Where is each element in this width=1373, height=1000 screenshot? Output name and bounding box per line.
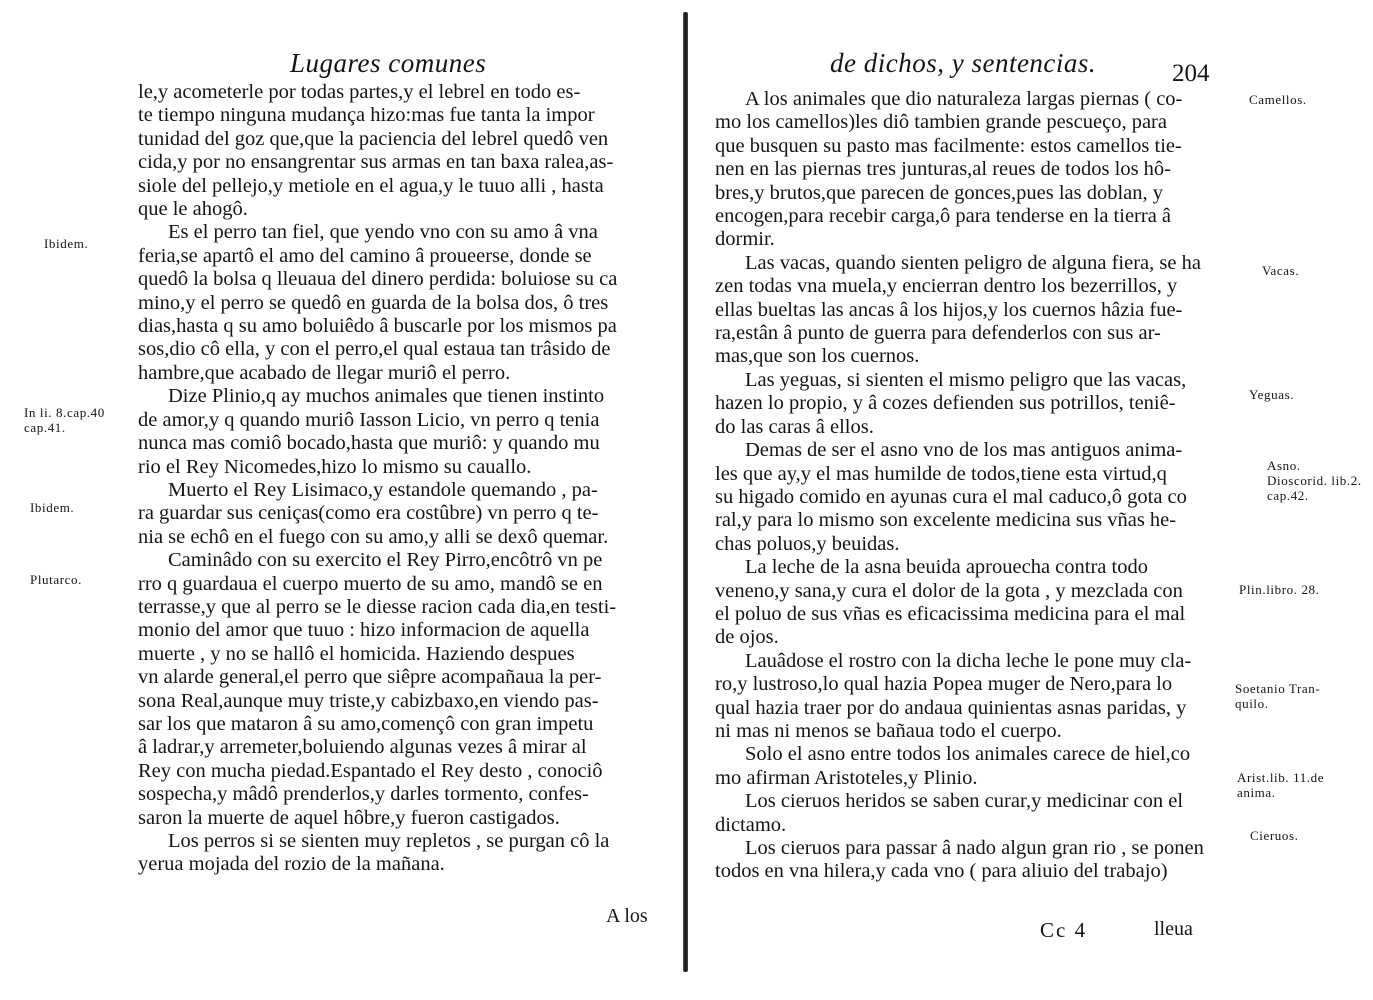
marginal-note-line: cap.41. bbox=[24, 420, 66, 435]
marginal-note-line: Cieruos. bbox=[1250, 828, 1299, 843]
marginal-note-line: Vacas. bbox=[1262, 263, 1300, 278]
marginal-note-line: Soetanio Tran- bbox=[1235, 681, 1321, 696]
right-page-text bbox=[715, 88, 1220, 884]
marginal-note bbox=[1249, 387, 1294, 402]
text-line: cida,y por no ensangrentar sus armas en tan baxa ralea,as- bbox=[138, 151, 614, 174]
text-line: que busquen su pasto mas facilmente: estos camellos tie- bbox=[715, 134, 1182, 157]
text-line: que le ahogô. bbox=[138, 198, 248, 221]
paragraph bbox=[138, 479, 658, 549]
book-gutter bbox=[683, 12, 688, 972]
text-line: el poluo de sus vñas es eficacissima medicina para el mal bbox=[715, 602, 1186, 625]
text-line: su higado comido en ayunas cura el mal caduco,ô gota co bbox=[715, 485, 1187, 508]
marginal-note bbox=[1262, 263, 1299, 278]
folio-number: 204 bbox=[1172, 60, 1210, 87]
text-line: Los cieruos heridos se saben curar,y medicinar con el bbox=[745, 790, 1184, 813]
left-page-text bbox=[138, 81, 658, 877]
paragraph bbox=[715, 790, 1220, 837]
marginal-note bbox=[30, 500, 74, 515]
text-line: Es el perro tan fiel, que yendo vno con su amo â vna bbox=[168, 221, 598, 244]
text-line: nia se echô en el fuego con su amo,y alli se dexô quemar. bbox=[138, 525, 609, 548]
text-line: feria,se apartô el amo del camino â proueerse, donde se bbox=[138, 244, 592, 267]
text-line: Solo el asno entre todos los animales carece de hiel,co bbox=[745, 743, 1191, 766]
catchword-right: lleua bbox=[1154, 918, 1193, 940]
text-line: Las vacas, quando sienten peligro de alguna fiera, se ha bbox=[745, 251, 1201, 274]
text-line: ra,estân â punto de guerra para defenderlos con sus ar- bbox=[715, 322, 1161, 345]
text-line: saron la muerte de aquel hôbre,y fueron castigados. bbox=[138, 806, 560, 829]
marginal-note-line: Camellos. bbox=[1249, 92, 1307, 107]
text-line: ellas bueltas las ancas â los hijos,y los cuernos hâzia fue- bbox=[715, 298, 1183, 321]
text-line: todos en vna hilera,y cada vno ( para aliuio del trabajo) bbox=[715, 860, 1168, 883]
text-line: muerte , y no se hallô el homicida. Haziendo despues bbox=[138, 642, 575, 665]
marginal-note-line: Ibidem. bbox=[44, 236, 89, 251]
text-line: yerua mojada del rozio de la mañana. bbox=[138, 853, 445, 876]
running-header-right: de dichos, y sentencias. bbox=[830, 48, 1097, 78]
marginal-note-line: Arist.lib. 11.de bbox=[1237, 770, 1325, 785]
text-line: quedô la bolsa q lleuaua del dinero perdida: boluiose su ca bbox=[138, 268, 618, 291]
text-line: ro,y lustroso,lo qual hazia Popea muger de Nero,para lo bbox=[715, 673, 1173, 696]
text-line: siole del pellejo,y metiole en el agua,y le tuuo alli , hasta bbox=[138, 174, 604, 197]
text-line: dictamo. bbox=[715, 813, 787, 836]
paragraph bbox=[138, 81, 658, 221]
text-line: chas poluos,y beuidas. bbox=[715, 532, 900, 555]
paragraph bbox=[138, 221, 658, 385]
text-line: Las yeguas, si sienten el mismo peligro que las vacas, bbox=[745, 368, 1187, 391]
text-line: sos,dio cô ella, y con el perro,el qual estaua tan trâsido de bbox=[138, 338, 611, 361]
marginal-note bbox=[1250, 828, 1299, 843]
paragraph bbox=[715, 556, 1220, 650]
marginal-note-line: Dioscorid. lib.2. bbox=[1267, 473, 1362, 488]
text-line: qual hazia traer por do andaua quinientas asnas paridas, y bbox=[715, 696, 1187, 719]
paragraph bbox=[715, 837, 1220, 884]
text-line: terrasse,y que al perro se le diesse racion cada dia,en testi- bbox=[138, 595, 617, 618]
marginal-note bbox=[24, 405, 105, 435]
marginal-note bbox=[1237, 770, 1324, 800]
paragraph bbox=[715, 743, 1220, 790]
text-line: te tiempo ninguna mudança hizo:mas fue tanta la impor bbox=[138, 104, 595, 127]
text-line: sona Real,aunque muy triste,y cabizbaxo,en viendo pas- bbox=[138, 689, 599, 712]
text-line: encogen,para recebir carga,ô para tenderse en la tierra â bbox=[715, 205, 1172, 228]
text-line: nunca mas comiô bocado,hasta que muriô: y quando mu bbox=[138, 432, 600, 455]
text-line: mo afirman Aristoteles,y Plinio. bbox=[715, 766, 978, 789]
marginal-note-line: In li. 8.cap.40 bbox=[24, 405, 105, 420]
text-line: Muerto el Rey Lisimaco,y estandole quemando , pa- bbox=[168, 478, 598, 501]
text-line: ni mas ni menos se bañaua todo el cuerpo. bbox=[715, 719, 1062, 742]
marginal-note-line: Ibidem. bbox=[30, 500, 75, 515]
marginal-note bbox=[1239, 582, 1320, 597]
catchword-left: A los bbox=[606, 905, 648, 927]
text-line: tunidad del goz que,que la paciencia del lebrel quedô ven bbox=[138, 127, 609, 150]
text-line: La leche de la asna beuida aprouecha contra todo bbox=[745, 556, 1148, 579]
text-line: dormir. bbox=[715, 228, 775, 251]
text-line: de ojos. bbox=[715, 626, 779, 649]
text-line: Dize Plinio,q ay muchos animales que tienen instinto bbox=[168, 385, 605, 408]
text-line: hazen lo propio, y â cozes defienden sus potrillos, teniê- bbox=[715, 392, 1176, 415]
text-line: mo los camellos)les diô tambien grande pescueço, para bbox=[715, 111, 1167, 134]
paragraph bbox=[715, 88, 1220, 252]
text-line: de amor,y q quando muriô Iasson Licio, vn perro q tenia bbox=[138, 408, 600, 431]
text-line: mas,que son los cuernos. bbox=[715, 345, 920, 368]
text-line: mino,y el perro se quedô en guarda de la bolsa dos, ô tres bbox=[138, 291, 609, 314]
marginal-note bbox=[30, 572, 82, 587]
text-line: sar los que mataron â su amo,començô con gran impetu bbox=[138, 712, 594, 735]
paragraph bbox=[715, 369, 1220, 439]
text-line: do las caras â ellos. bbox=[715, 415, 874, 438]
text-line: les que ay,y el mas humilde de todos,tiene esta virtud,q bbox=[715, 462, 1167, 485]
text-line: veneno,y sana,y cura el dolor de la gota , y mezclada con bbox=[715, 579, 1183, 602]
text-line: Los cieruos para passar â nado algun gran rio , se ponen bbox=[745, 837, 1204, 859]
marginal-note bbox=[44, 236, 88, 251]
marginal-note bbox=[1267, 458, 1362, 503]
text-line: vn alarde general,el perro que siêpre acompañaua la per- bbox=[138, 666, 602, 689]
text-line: â ladrar,y arremeter,boluiendo algunas vezes â mirar al bbox=[138, 736, 587, 759]
text-line: hambre,que acabado de llegar muriô el perro. bbox=[138, 361, 511, 384]
running-header-left: Lugares comunes bbox=[290, 48, 487, 78]
right-page bbox=[692, 0, 1373, 1000]
marginal-note-line: quilo. bbox=[1235, 696, 1269, 711]
marginal-note-line: Asno. bbox=[1267, 458, 1301, 473]
paragraph bbox=[715, 650, 1220, 744]
paragraph bbox=[138, 549, 658, 830]
text-line: nen en las piernas tres junturas,al reues de todos los hô- bbox=[715, 158, 1172, 181]
paragraph bbox=[715, 252, 1220, 369]
marginal-note bbox=[1249, 92, 1307, 107]
marginal-note-line: Plin.libro. 28. bbox=[1239, 582, 1320, 597]
marginal-note-line: anima. bbox=[1237, 785, 1276, 800]
marginal-note-line: cap.42. bbox=[1267, 488, 1309, 503]
text-line: Caminâdo con su exercito el Rey Pirro,encôtrô vn pe bbox=[168, 549, 603, 572]
marginal-note bbox=[1235, 681, 1320, 711]
text-line: zen todas vna muela,y encierran dentro los bezerrillos, y bbox=[715, 275, 1178, 298]
text-line: Lauâdose el rostro con la dicha leche le pone muy cla- bbox=[745, 649, 1192, 672]
text-line: ra guardar sus ceniças(como era costûbre) vn perro q te- bbox=[138, 502, 599, 525]
paragraph bbox=[715, 439, 1220, 556]
text-line: Demas de ser el asno vno de los mas antiguos anima- bbox=[745, 439, 1183, 462]
text-line: bres,y brutos,que parecen de gonces,pues las doblan, y bbox=[715, 181, 1164, 204]
text-line: A los animales que dio naturaleza largas piernas ( co- bbox=[745, 88, 1183, 110]
text-line: sospecha,y mâdô prenderlos,y darles tormento, confes- bbox=[138, 783, 589, 806]
paragraph bbox=[138, 385, 658, 479]
paragraph bbox=[138, 830, 658, 877]
text-line: ral,y para lo mismo son excelente medicina sus vñas he- bbox=[715, 509, 1177, 532]
signature-mark: Cc 4 bbox=[1040, 918, 1088, 942]
text-line: rro q guardaua el cuerpo muerto de su amo, mandô se en bbox=[138, 572, 603, 595]
marginal-note-line: Plutarco. bbox=[30, 572, 82, 587]
text-line: Los perros si se sienten muy repletos , se purgan cô la bbox=[168, 830, 610, 852]
text-line: monio del amor que tuuo : hizo informacion de aquella bbox=[138, 619, 590, 642]
marginal-note-line: Yeguas. bbox=[1249, 387, 1295, 402]
text-line: le,y acometerle por todas partes,y el lebrel en todo es- bbox=[138, 81, 581, 103]
text-line: dias,hasta q su amo boluiêdo â buscarle por los mismos pa bbox=[138, 315, 617, 338]
left-page bbox=[0, 0, 680, 1000]
text-line: Rey con mucha piedad.Espantado el Rey desto , conociô bbox=[138, 759, 603, 782]
text-line: rio el Rey Nicomedes,hizo lo mismo su cauallo. bbox=[138, 455, 532, 478]
